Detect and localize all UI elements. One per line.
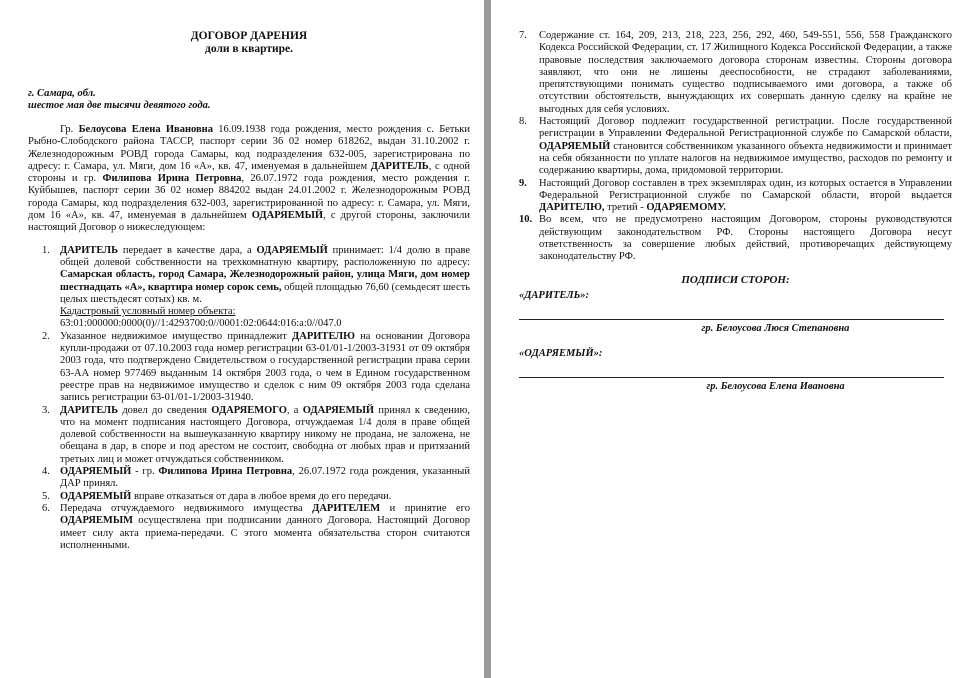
document-page-left <box>0 0 484 678</box>
cadastral-label: Кадастровый условный номер объекта: <box>60 306 236 318</box>
list-item: 9. Настоящий Договор составлен в трех экземплярах один, из которых остается в Управлении Федеральной Регистрационной службе по Самарской области, второй выдается ДАРИТЕЛЮ, третий - ОДАРЯЕМОМУ. <box>519 177 952 214</box>
list-item: 5. ОДАРЯЕМЫЙ вправе отказаться от дара в любое время до его передачи. <box>42 490 392 502</box>
clauses-list-left <box>28 245 470 552</box>
donee-signature-line <box>519 377 944 378</box>
date-text: шестое мая две тысячи девятого года. <box>28 100 211 111</box>
donee-signature-name: гр. Белоусова Елена Ивановна <box>706 380 845 392</box>
page-gutter <box>484 0 491 678</box>
list-item: 7. Содержание ст. 164, 209, 213, 218, 223, 256, 292, 460, 549-551, 556, 558 Гражданского Кодекса Российской Федерации, ст. 17 Жилищного Кодекса Российской Федерации, а также правовые последствия заключаемого договора сторонам известны. Стороны договора заявляют, что они не лишены дееспособности, не страдают заболеваниями, препятствующими понимать существо подписываемого ими договора, а также об отсутствии обстоятельств, вынуждающих их совершать данную сделку на крайне не выгодных для себя условиях. <box>519 30 952 115</box>
donor-signature-name: гр. Белоусова Люся Степановна <box>701 322 850 334</box>
preamble-paragraph: Гр. Белоусова Елена Ивановна 16.09.1938 года рождения, место рождения с. Бетьки Рыбно-Слободского района ТАССР, паспорт серии 36 02 номер 618262, выдан 31.10.2002 г. Железнодорожным РОВД города Самары, код подразделения 632-005, зарегистрирована по адресу: г. Самара, ул. Мяги, дом 16 «А», кв. 47, именуемая в дальнейшем ДАРИТЕЛЬ, с одной стороны и гр. Филипова Ирина Петровна, 26.07.1972 года рождения, место рождения г. Куйбышев, паспорт серии 36 02 номер 884202 выдан 24.01.2002 г. Железнодорожным РОВД города Самары, код подразделения 632-003, зарегистрированной по адресу: г. Самара, ул. Мяги, дом 16 «А», кв. 47, именуемая в дальнейшем ОДАРЯЕМЫЙ, с другой стороны, заключили настоящий Договор о нижеследующем: <box>28 124 470 234</box>
clauses-list-right <box>519 30 952 264</box>
document-title <box>28 30 470 56</box>
title-line-1: ДОГОВОР ДАРЕНИЯ <box>190 30 308 42</box>
list-item: 8. Настоящий Договор подлежит государственной регистрации. После государственной регистрации в Управлении Федеральной Регистрационной службе по Самарской области, ОДАРЯЕМЫЙ становится собственником указанного объекта недвижимости и принимает на себя обязанности по уплате налогов на недвижимое имущество, расходов по ремонту и содержанию квартиры, дома, придомовой территории. <box>519 116 952 177</box>
place-and-date <box>28 88 470 112</box>
list-item: 3. ДАРИТЕЛЬ довел до сведения ОДАРЯЕМОГО, а ОДАРЯЕМЫЙ принял к сведению, что на момент подписания настоящего Договора, отчуждаемая 1/4 доля в праве общей долевой собственности на вышеуказанную квартиру никому не продана, не заложена, не обещана в дар, в споре и под арестом не состоит, свободна от любых прав и притязаний третьих лиц и может отчуждаться собственником. <box>42 404 470 465</box>
title-line-2: доли в квартире. <box>205 43 293 55</box>
document-page-right <box>491 0 970 678</box>
signatures-heading: ПОДПИСИ СТОРОН: <box>681 273 790 286</box>
city-text: г. Самара, обл. <box>28 88 96 99</box>
list-item: 2. Указанное недвижимое имущество принадлежит ДАРИТЕЛЮ на основании Договора купли-продажи от 07.10.2003 года номер регистрации 63-01/01-1/2003-31931 от 09 октября 2003 года, что подтверждено Свидетельством о государственной регистрации права серии 63-АА номер 977469 выданным 14 октября 2003 года, о чем в Едином государственном реестре прав на недвижимое имущество и сделок с ним 09 октября 2003 года сделана запись регистрации 63-01/01-1/2003-31940. <box>42 330 470 404</box>
list-item: 6. Передача отчуждаемого недвижимого имущества ДАРИТЕЛЕМ и принятие его ОДАРЯЕМЫМ осуществлена при подписании данного Договора. Настоящий Договор имеет силу акта приема-передачи. С этого момента обязательства сторон считаются исполненными. <box>42 502 470 551</box>
list-item: 4. ОДАРЯЕМЫЙ - гр. Филипова Ирина Петровна, 26.07.1972 года рождения, указанный ДАР принял. <box>42 466 470 490</box>
donor-signature-line <box>519 319 944 320</box>
cadastral-number: 63:01:000000:0000(0)//1:4293700:0//0001:02:0644:016:а:0//047.0 <box>60 318 342 330</box>
donor-role-label: «ДАРИТЕЛЬ»: <box>519 289 590 301</box>
list-item: 1. ДАРИТЕЛЬ передает в качестве дара, а ОДАРЯЕМЫЙ принимает: 1/4 долю в праве общей долевой собственности на трехкомнатную квартиру, расположенную по адресу: Самарская область, город Самара, Железнодорожный район, улица Мяги, дом номер шестнадцать «А», квартира номер сорок семь, общей площадью 76,60 (семьдесят шесть целых шестьдесят сотых) кв. м. Кадастровый условный номер объекта: 63:01:000000:0000(0)//1:4293700:0//0001:02:0644:016:а:0//047.0 <box>42 244 470 330</box>
list-item: 10. Во всем, что не предусмотрено настоящим Договором, стороны руководствуются действующим законодательством РФ. Стороны настоящего Договора несут ответственность за совершение любых действий, противоречащих действующему законодательству РФ. <box>519 214 952 263</box>
donee-role-label: «ОДАРЯЕМЫЙ»: <box>519 347 603 359</box>
